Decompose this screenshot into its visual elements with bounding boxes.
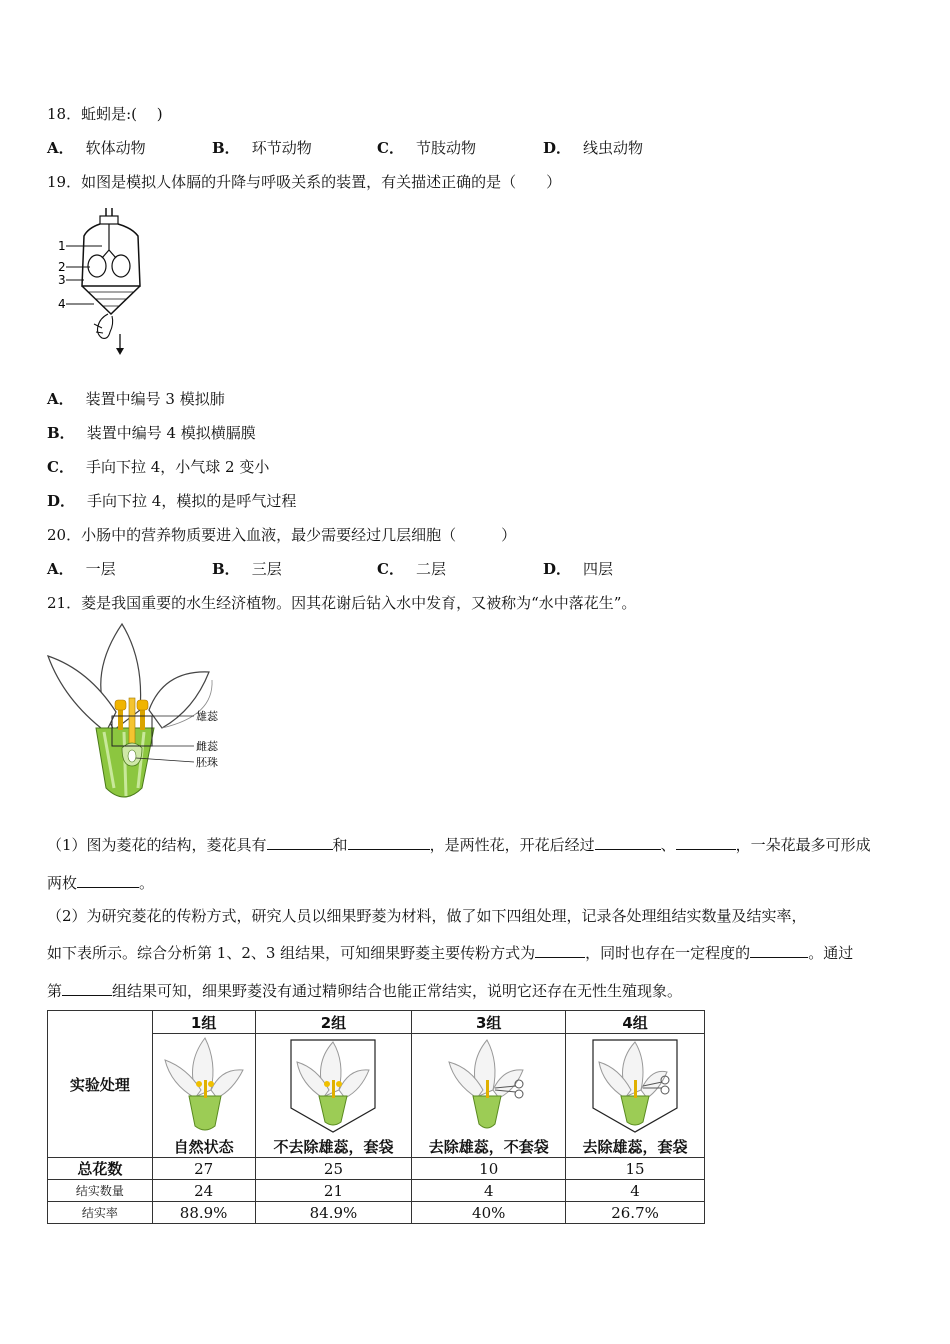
table-cell: 84.9% — [255, 1202, 412, 1224]
table-cell: 4 — [566, 1180, 705, 1202]
answer-blank[interactable] — [62, 981, 112, 996]
table-cell: 25 — [255, 1158, 412, 1180]
condition-label: 不去除雄蕊，套袋 — [273, 1138, 394, 1156]
q19-option-a[interactable]: A． 装置中编号 3 模拟肺 — [47, 390, 225, 408]
q20-stem: 20．小肠中的营养物质要进入血液，最少需要经过几层细胞（ ） — [47, 526, 517, 544]
q18-option-a[interactable]: A． 软体动物 — [47, 139, 146, 157]
q18-stem: 18．蚯蚓是:( ) — [47, 105, 163, 123]
emasculated-bagged-flower-icon — [587, 1034, 683, 1134]
q21-p2-line1: （2）为研究菱花的传粉方式，研究人员以细果野菱为材料，做了如下四组处理，记录各处理组结实数量及结实率， — [47, 907, 807, 925]
table-cell: 26.7% — [566, 1202, 705, 1224]
answer-blank[interactable] — [77, 873, 139, 888]
q18-option-b[interactable]: B． 环节动物 — [212, 139, 312, 157]
diaphragm-model-figure — [58, 206, 158, 358]
answer-blank[interactable] — [348, 835, 430, 850]
q19-stem: 19．如图是模拟人体膈的升降与呼吸关系的装置，有关描述正确的是（ ） — [47, 173, 562, 191]
table-cell: 15 — [566, 1158, 705, 1180]
table-row — [48, 1180, 705, 1202]
table-cell: 24 — [152, 1180, 255, 1202]
figure-label-stamen: 雄蕊 — [196, 710, 218, 723]
q21-stem: 21．菱是我国重要的水生经济植物。因其花谢后钻入水中发育，又被称为“水中落花生”。 — [47, 594, 637, 612]
table-cell: 21 — [255, 1180, 412, 1202]
q19-option-d[interactable]: D． 手向下拉 4，模拟的是呼气过程 — [47, 492, 297, 510]
answer-blank[interactable] — [535, 943, 585, 958]
table-header-row — [48, 1011, 705, 1034]
table-cell: 4 — [412, 1180, 566, 1202]
treatment-cell — [412, 1034, 566, 1158]
table-cell: 10 — [412, 1158, 566, 1180]
figure-label-pistil: 雌蕊 — [196, 740, 218, 753]
figure-label-1: 1 — [58, 239, 66, 253]
table-cell: 40% — [412, 1202, 566, 1224]
table-row — [48, 1158, 705, 1180]
treatment-cell — [566, 1034, 705, 1158]
row-label-fruit-count: 结实数量 — [48, 1180, 153, 1202]
bagged-flower-icon — [285, 1034, 381, 1134]
row-label-fruit-rate: 结实率 — [48, 1202, 153, 1224]
figure-label-4: 4 — [58, 297, 66, 311]
water-chestnut-flower-figure — [44, 620, 244, 806]
figure-label-3: 3 — [58, 273, 66, 287]
emasculated-flower-icon — [439, 1034, 539, 1134]
treatment-label: 实验处理 — [48, 1011, 153, 1158]
group-header: 4组 — [566, 1011, 705, 1034]
treatment-cell — [255, 1034, 412, 1158]
q18-option-c[interactable]: C． 节肢动物 — [377, 139, 476, 157]
q21-p1-line1: （1）图为菱花的结构，菱花具有 和 ，是两性花，开花后经过 、 ，一朵花最多可形成 — [47, 836, 871, 854]
group-header: 1组 — [152, 1011, 255, 1034]
q19-option-c[interactable]: C． 手向下拉 4，小气球 2 变小 — [47, 458, 270, 476]
experiment-table — [47, 1010, 705, 1224]
table-row — [48, 1202, 705, 1224]
answer-blank[interactable] — [595, 835, 661, 850]
condition-label: 自然状态 — [173, 1138, 234, 1156]
q20-option-d[interactable]: D． 四层 — [543, 560, 614, 578]
q18-option-d[interactable]: D． 线虫动物 — [543, 139, 644, 157]
q21-p2-line2: 如下表所示。综合分析第 1、2、3 组结果，可知细果野菱主要传粉方式为 ，同时也存在一定程度的 。通过 — [47, 944, 854, 962]
q21-p2-line3: 第 组结果可知，细果野菱没有通过精卵结合也能正常结实，说明它还存在无性生殖现象。 — [47, 982, 683, 1000]
condition-label: 去除雄蕊，套袋 — [582, 1138, 688, 1156]
figure-label-2: 2 — [58, 260, 66, 274]
table-cell: 27 — [152, 1158, 255, 1180]
group-header: 2组 — [255, 1011, 412, 1034]
answer-blank[interactable] — [750, 943, 808, 958]
answer-blank[interactable] — [267, 835, 333, 850]
flower-icon — [159, 1034, 249, 1134]
q20-option-c[interactable]: C． 二层 — [377, 560, 446, 578]
q21-p1-line2: 两枚 。 — [47, 874, 155, 892]
condition-label: 去除雄蕊，不套袋 — [428, 1138, 549, 1156]
q20-option-b[interactable]: B． 三层 — [212, 560, 282, 578]
treatment-cell — [152, 1034, 255, 1158]
q20-option-a[interactable]: A． 一层 — [47, 560, 116, 578]
q19-option-b[interactable]: B． 装置中编号 4 模拟横膈膜 — [47, 424, 256, 442]
figure-label-ovule: 胚珠 — [196, 756, 218, 769]
table-cell: 88.9% — [152, 1202, 255, 1224]
answer-blank[interactable] — [676, 835, 736, 850]
group-header: 3组 — [412, 1011, 566, 1034]
row-label-total-flowers: 总花数 — [48, 1158, 153, 1180]
